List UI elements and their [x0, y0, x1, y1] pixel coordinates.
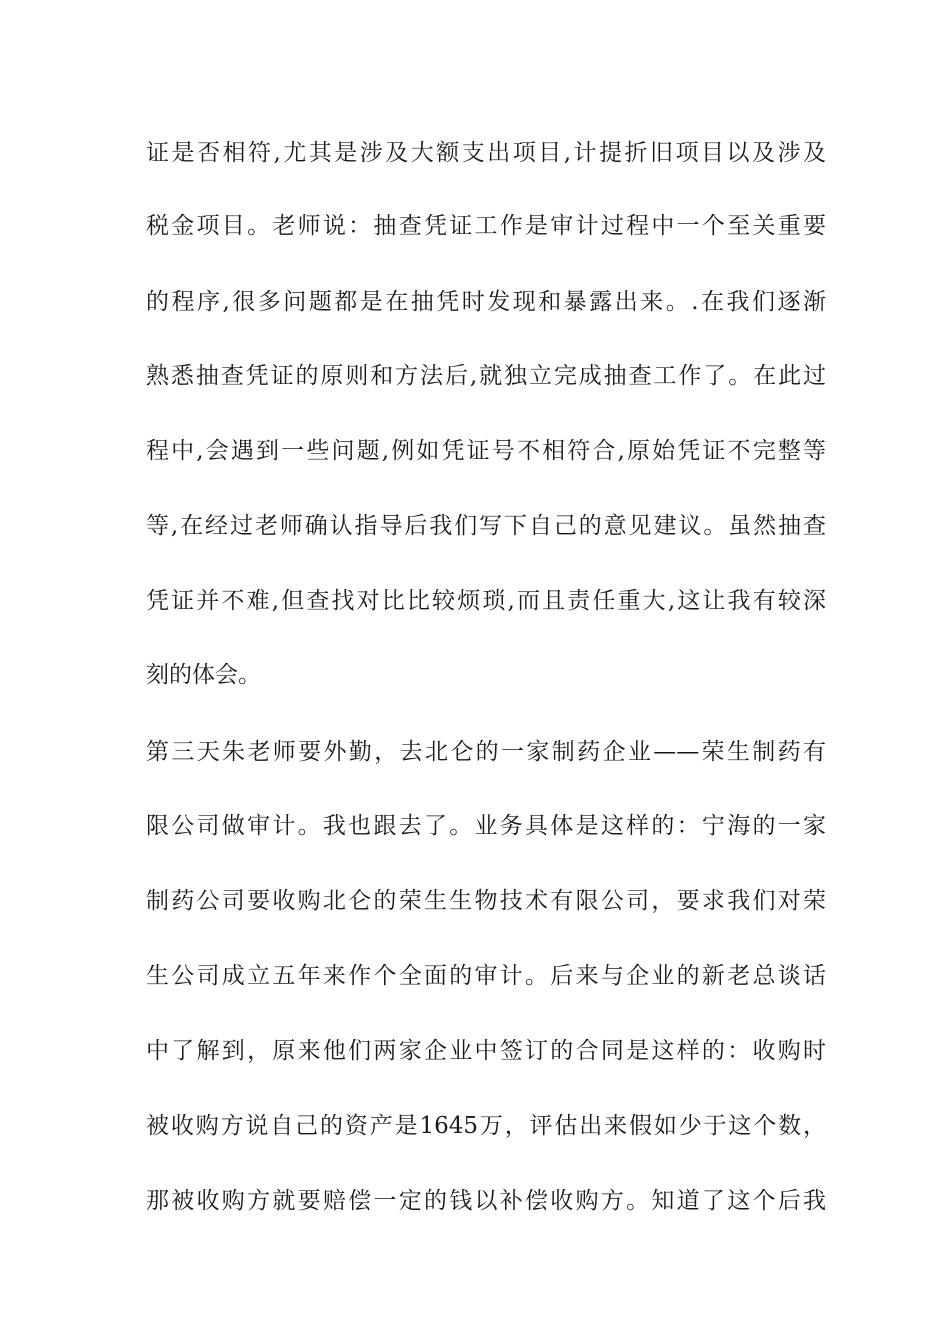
text-line: 生公司成立五年来作个全面的审计。后来与企业的新老总谈话	[146, 963, 826, 989]
text-line: 熟悉抽查凭证的原则和方法后,就独立完成抽查工作了。在此过	[146, 363, 826, 389]
text-line: 程中,会遇到一些问题,例如凭证号不相符合,原始凭证不完整等	[146, 438, 826, 464]
text-line: 那被收购方就要赔偿一定的钱以补偿收购方。知道了这个后我	[146, 1188, 826, 1214]
text-line: 证是否相符,尤其是涉及大额支出项目,计提折旧项目以及涉及	[146, 140, 826, 166]
text-line: 税金项目。老师说：抽查凭证工作是审计过程中一个至关重要	[146, 213, 826, 239]
text-line: 的程序,很多问题都是在抽凭时发现和暴露出来。.在我们逐渐	[146, 289, 826, 315]
text-line: 第三天朱老师要外勤，去北仑的一家制药企业——荣生制药有	[146, 739, 826, 765]
text-line: 中了解到，原来他们两家企业中签订的合同是这样的：收购时	[146, 1038, 826, 1064]
text-line: 限公司做审计。我也跟去了。业务具体是这样的：宁海的一家	[146, 813, 826, 839]
text-line: 等,在经过老师确认指导后我们写下自己的意见建议。虽然抽查	[146, 513, 826, 539]
text-line: 制药公司要收购北仑的荣生生物技术有限公司，要求我们对荣	[146, 888, 826, 914]
text-line: 凭证并不难,但查找对比比较烦琐,而且责任重大,这让我有较深	[146, 588, 826, 614]
text-line: 刻的体会。	[146, 662, 261, 688]
text-line: 被收购方说自己的资产是1645万，评估出来假如少于这个数，	[146, 1113, 826, 1139]
